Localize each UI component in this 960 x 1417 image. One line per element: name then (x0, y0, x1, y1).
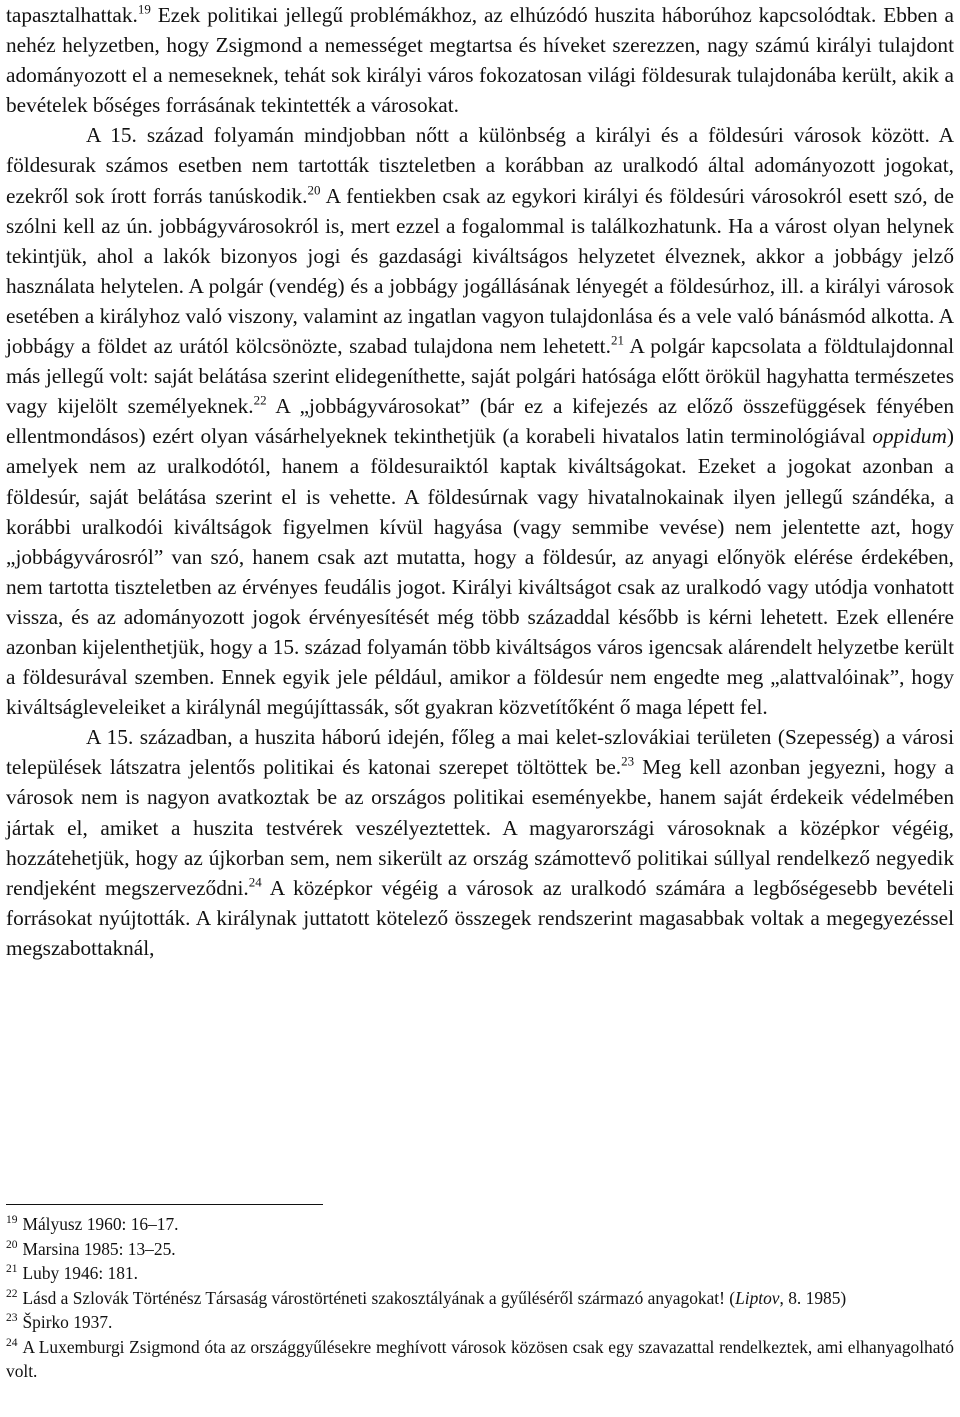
text-run: A „jobbágyvárosokat” (bár ez a kifejezés az előző összefüggések fényében ellentmondásos) ezért olyan vásárhelyeknek tekinthetjük (a korabeli hivatalos latin terminológiával (6, 394, 954, 449)
body-text (6, 0, 954, 963)
text-run: Špirko 1937. (22, 1312, 113, 1332)
footnote-ref: 23 (621, 753, 635, 769)
footnote-number: 21 (6, 1263, 18, 1276)
footnotes (6, 1212, 954, 1384)
footnote-number: 19 (6, 1214, 18, 1227)
paragraph-3 (6, 722, 954, 963)
footnote-21 (6, 1261, 954, 1286)
footnote-separator (6, 1204, 323, 1205)
text-run: A polgár kapcsolata a földtulajdonnal más jellegű volt: saját belátása szerint elidegeníthette, saját polgári hatósága előtt örökül hagyhatta természetes vagy kijelölt személyeknek. (6, 334, 954, 419)
footnote-ref: 22 (253, 392, 267, 408)
footnote-23 (6, 1310, 954, 1335)
text-run: Lásd a Szlovák Történész Társaság várostörténeti szakosztályának a gyűléséről származó anyagokat! ( (22, 1287, 736, 1308)
italic-term: oppidum (872, 424, 947, 449)
footnote-number: 24 (6, 1336, 18, 1349)
text-run: A 15. század folyamán mindjobban nőtt a különbség a királyi és a földesúri városok között. A földesurak számos esetben nem tartották tiszteletben a korábban az uralkodó által adományozott jogokat, ezekről sok írott forrás tanúskodik. (6, 123, 954, 208)
text-run: , 8. 1985) (779, 1287, 847, 1308)
footnote-number: 23 (6, 1312, 18, 1325)
text-run: A középkor végéig a városok az uralkodó számára a legbőségesebb bevételi forrásokat nyújtották. A királynak juttatott kötelező összegek rendszerint magasabbak voltak a megegyezéssel megszabottaknál, (6, 875, 954, 960)
text-run: Luby 1946: 181. (22, 1263, 138, 1283)
footnote-20 (6, 1237, 954, 1262)
text-run: Meg kell azonban jegyezni, hogy a városok nem is nagyon avatkoztak be az országos politikai eseményekbe, hanem saját érdekeik védelmében jártak el, amiket a huszita testvérek veszélyeztettek. A magyarországi városoknak a középkor végéig, hozzátehetjük, hogy az újkorban sem, nem sikerült az ország számottevő politikai súllyal rendelkező negyedik rendjeként megszerveződni. (6, 755, 954, 900)
footnote-number: 22 (6, 1287, 18, 1300)
text-run: tapasztalhattak. (6, 3, 138, 27)
paragraph-2 (6, 120, 954, 722)
text-run: Ezek politikai jellegű problémákhoz, az elhúzódó huszita háborúhoz kapcsolódtak. Ebben a nehéz helyzetben, hogy Zsigmond a nemességet megtartsa és híveket szerezzen, nagy számú királyi tulajdont adományozott el a nemeseknek, tehát sok királyi város fokozatosan világi földesurak tulajdonába került, akik a bevételek bőséges forrásának tekintették a városokat. (6, 3, 954, 118)
footnote-22 (6, 1286, 954, 1311)
footnote-ref: 19 (137, 1, 151, 17)
paragraph-1 (6, 0, 954, 120)
italic-term: Liptov (735, 1287, 780, 1308)
footnote-ref: 20 (307, 182, 321, 198)
footnote-number: 20 (6, 1238, 18, 1251)
text-run: ) amelyek nem az uralkodótól, hanem a földesuraiktól kaptak kiváltságokat. Ezeket a jogokat azonban a földesúr, saját belátása szerint el is vehette. A földesúrnak vagy hivatalnokainak ilyen jellegű szándéka, a korábbi uralkodói kiváltságok figyelmen kívül hagyása (vagy semmibe vevése) nem jelentette azt, hogy „jobbágyvárosról” van szó, hanem csak azt mutatta, hogy a földesúr, az anyagi előnyök elérése érdekében, nem tartotta tiszteletben az érvényes feudális jogot. Királyi kiváltságot csak az uralkodó vagy utódja vonhatott vissza, és az adományozott jogok érvényesítését még több századdal később is kérni lehetett. Ezek ellenére azonban kijelenthetjük, hogy a 15. század folyamán több kiváltságos város igencsak alárendelt helyzetbe került a földesurával szemben. Ennek egyik jele például, amikor a földesúr nem engedte meg „alattvalóinak”, hogy kiváltságleveleiket a királynál megújíttassák, sőt gyakran közvetítőként ő maga lépett fel. (6, 424, 954, 720)
text-run: A Luxemburgi Zsigmond óta az országgyűlésekre meghívott városok közösen csak egy szavazattal rendelkeztek, ami elhanyagolható volt. (6, 1336, 954, 1381)
text-run: A fentiekben csak az egykori királyi és földesúri városokról esett szó, de szólni kell az ún. jobbágyvárosokról is, mert ezzel a fogalommal is találkozhatunk. Ha a várost olyan helynek tekintjük, ahol a lakók bizonyos jogi és gazdasági kiváltságos helyzetet élveznek, akkor a jobbágy jelző használata helytelen. A polgár (vendég) és a jobbágy jogállásának lényegét a földesúrhoz, ill. a királyi városok esetében a királyhoz való viszony, valamint az ingatlan vagyon tulajdonlása és a vele való bánásmód alkotta. A jobbágy a földet az urától kölcsönözte, szabad tulajdona nem lehetett. (6, 183, 954, 359)
text-run: Mályusz 1960: 16–17. (22, 1214, 179, 1234)
text-run: A 15. században, a huszita háború idején, főleg a mai kelet-szlovákiai területen (Szepesség) a városi települések látszatra jelentős politikai és katonai szerepet töltöttek be. (6, 725, 954, 780)
footnote-ref: 21 (610, 332, 624, 348)
footnote-ref: 24 (248, 874, 262, 890)
document-page (6, 0, 954, 1381)
footnote-24 (6, 1335, 954, 1384)
footnote-19 (6, 1212, 954, 1237)
text-run: Marsina 1985: 13–25. (22, 1238, 176, 1259)
